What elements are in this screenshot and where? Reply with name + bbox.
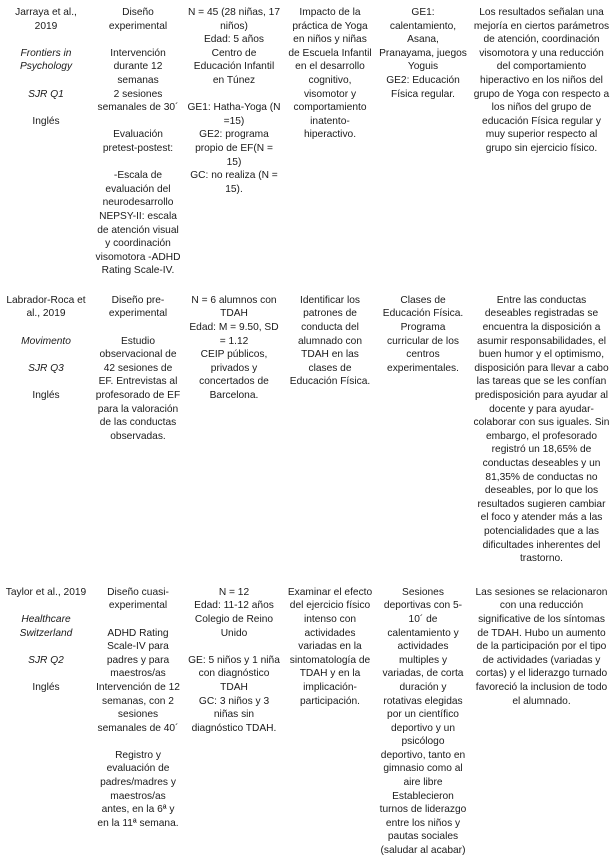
sample-groups: GE: 5 niños y 1 niña con diagnóstico TDAH GC: 3 niños y 3 niñas sin diagnóstico TDAH. xyxy=(188,654,280,734)
sample-main: N = 6 alumnos con TDAH Edad: M = 9.50, SD = 1.12 CEIP públicos, privados y concertados de Barcelona. xyxy=(189,294,279,402)
design-type: Diseño pre-experimental xyxy=(108,294,168,320)
study-author: Jarraya et al., 2019 xyxy=(15,7,77,32)
intervention-text: Clases de Educación Física. Programa curricular de los centros experimentales. xyxy=(382,294,464,374)
table-row xyxy=(0,278,613,566)
design-detail: ADHD Rating Scale-IV para padres y para maestros/as Intervención de 12 semanas, con 2 sesiones semanales de 40´ xyxy=(96,627,180,734)
design-instruments: Registro y evaluación de padres/madres y maestros/as antes, en la 6ª y en la 11ª semana. xyxy=(97,749,179,829)
intervention-cell xyxy=(376,6,470,101)
table-row xyxy=(0,0,613,278)
sample-groups: GE1: Hatha-Yoga (N =15) GE2: programa propio de EF(N = 15) GC: no realiza (N = 15). xyxy=(187,102,281,195)
results-text: Las sesiones se relacionaron con una reducción significative de los síntomas de TDAH. Hubo un aumento de la participación por el tipo de actividades (variadas y cortas) y el liderazgo turnado favoreció la inclusion de todo el alumnado. xyxy=(475,586,608,707)
study-journal: Movimento xyxy=(21,335,71,347)
results-cell xyxy=(470,6,613,156)
objective-text: Examinar el efecto del ejercicio físico intenso con actividades variadas en la sintomatología de TDAH y en la implicación-participación. xyxy=(287,586,373,707)
results-cell xyxy=(470,586,613,708)
study-design-cell xyxy=(92,294,184,444)
study-design-cell xyxy=(92,6,184,278)
design-evaluation-header: Evaluación pretest-postest: xyxy=(102,129,174,154)
study-language: Inglés xyxy=(32,681,60,693)
sample-cell xyxy=(184,6,284,196)
objective-cell xyxy=(284,294,376,389)
study-quartile: SJR Q2 xyxy=(28,654,64,666)
study-language: Inglés xyxy=(32,390,60,402)
objective-text: Impacto de la práctica de Yoga en niños y niñas de Escuela Infantil en el desarrollo cognitivo, visomotor y comportamiento inatento-hiperactivo. xyxy=(288,7,372,141)
study-reference-cell xyxy=(0,586,92,695)
objective-cell xyxy=(284,6,376,142)
study-quartile: SJR Q3 xyxy=(28,362,64,374)
intervention-cell xyxy=(376,294,470,376)
study-reference-cell xyxy=(0,294,92,403)
design-detail: Estudio observacional de 42 sesiones de EF. Entrevistas al profesorado de EF para la valoración de las conductas observadas. xyxy=(95,335,181,442)
design-type: Diseño cuasi-experimental xyxy=(107,586,169,612)
results-cell xyxy=(470,294,613,566)
design-type: Diseño experimental xyxy=(108,7,168,32)
study-reference-cell xyxy=(0,6,92,128)
intervention-text: Sesiones deportivas con 5-10´ de calentamiento y actividades multiples y variadas, de corta duración y rotativas elegidas por un científico deportivo y un psicólogo deportivo, tanto en gimnasio como al aire libre Establecieron turnos de liderazgo entre los niños y pautas sociales (saludar al acabar) xyxy=(379,586,467,857)
study-quartile: SJR Q1 xyxy=(28,88,64,100)
table-row xyxy=(0,566,613,858)
design-instruments: -Escala de evaluación del neurodesarrollo NEPSY-II: escala de atención visual y coordinación visomotora -ADHD Rating Scale-IV. xyxy=(95,170,181,277)
results-text: Los resultados señalan una mejoría en ciertos parámetros de atención, coordinación visomotora y una reducción del comportamiento hiperactivo en los niños del grupo de Yoga con respecto a los niños del grupo de educación Física regular y muy superior respecto al grupo sin ejercicio físico. xyxy=(473,7,610,154)
sample-cell xyxy=(184,586,284,736)
study-language: Inglés xyxy=(32,115,60,127)
sample-main: N = 45 (28 niñas, 17 niños) Edad: 5 años Centro de Educación Infantil en Túnez xyxy=(187,7,281,86)
study-author: Labrador-Roca et al., 2019 xyxy=(6,294,86,320)
study-design-cell xyxy=(92,586,184,831)
study-journal: Healthcare Switzerland xyxy=(19,613,73,639)
objective-text: Identificar los patrones de conducta del alumnado con TDAH en las clases de Educación Física. xyxy=(289,294,371,388)
intervention-text: GE1: calentamiento, Asana, Pranayama, juegos Yoguis GE2: Educación Física regular. xyxy=(379,7,467,100)
design-detail: Intervención durante 12 semanas 2 sesiones semanales de 30´ xyxy=(97,47,179,114)
sample-main: N = 12 Edad: 11-12 años Colegio de Reino Unido xyxy=(194,586,274,639)
results-text: Entre las conductas deseables registradas se encuentra la disposición a asumir responsabilidades, el buen humor y el optimismo, disposición para llevar a cabo las tareas que se les confían predisposición para ayudar al docente y para ayudar-colaborar con sus iguales. Sin embargo, el profesorado registró un 18,65% de conductas deseables y un 81,35% de conductas no deseables, por lo que los resultados sugieren cambiar el foco y atender más a las potencialidades que a las dificultades inherentes del trastorno. xyxy=(473,294,610,565)
intervention-cell xyxy=(376,586,470,858)
objective-cell xyxy=(284,586,376,708)
sample-cell xyxy=(184,294,284,403)
study-journal: Frontiers in Psychology xyxy=(19,47,73,73)
study-author: Taylor et al., 2019 xyxy=(5,586,87,598)
